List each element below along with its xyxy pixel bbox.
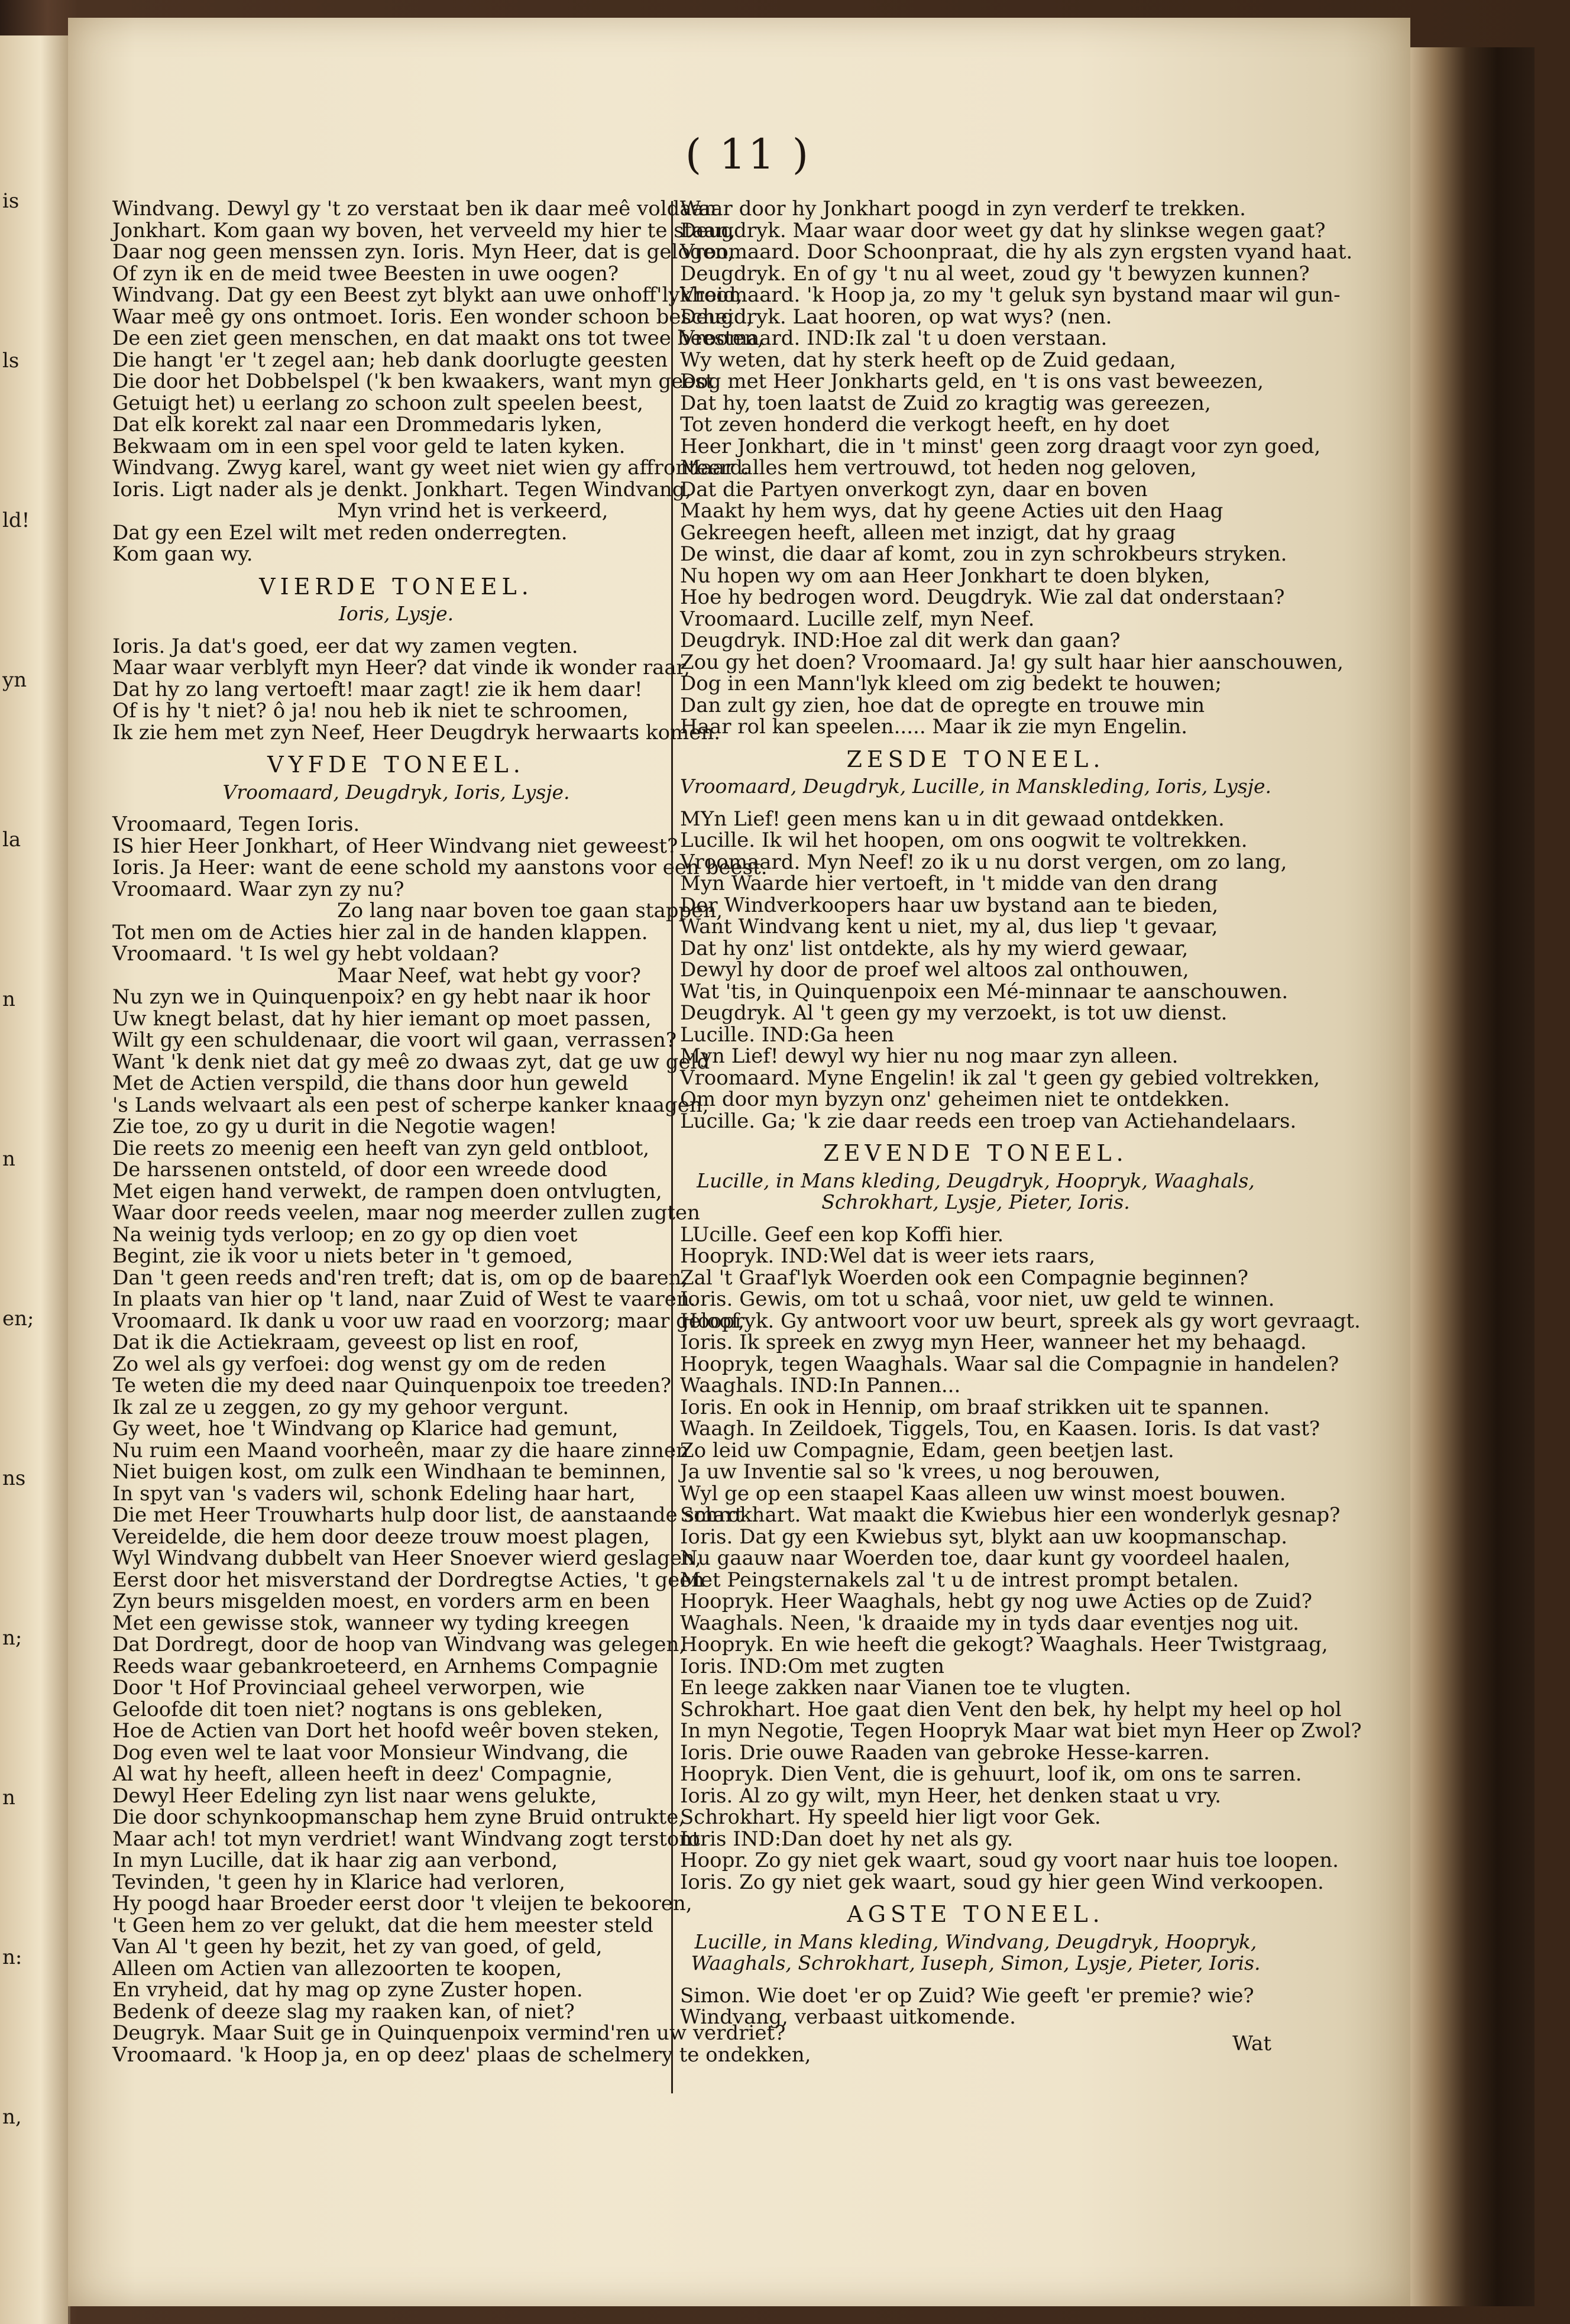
- left-page-fragment: n:: [2, 1946, 22, 1969]
- text-line: Ioris IND:Dan doet hy net als gy.: [680, 1827, 1014, 1851]
- left-page-fragment: yn: [2, 668, 27, 692]
- text-line: Deugdryk. En of gy 't nu al weet, zoud gy 't bewyzen kunnen?: [680, 261, 1310, 286]
- text-line: Zo leid uw Compagnie, Edam, geen beetjen last.: [680, 1438, 1174, 1462]
- scene-heading-6: ZESDE TONEEL.: [846, 746, 1105, 772]
- text-line: Haar rol kan speelen..... Maar ik zie myn Engelin.: [680, 715, 1188, 739]
- text-line: Getuigt het) u eerlang zo schoon zult speelen beest,: [112, 391, 643, 415]
- text-line: De een ziet geen menschen, en dat maakt ons tot twee beesten,: [112, 326, 764, 350]
- text-line: Tot men om de Acties hier zal in de handen klappen.: [112, 920, 648, 944]
- text-line: Dog in een Mann'lyk kleed om zig bedekt te houwen;: [680, 672, 1222, 695]
- text-line: Reeds waar gebankroeteerd, en Arnhems Compagnie: [112, 1654, 658, 1678]
- text-line: 's Lands welvaart als een pest of scherpe kanker knaagen,: [112, 1093, 709, 1117]
- text-line: Dat die Partyen onverkogt zyn, daar en boven: [680, 477, 1148, 501]
- text-line: Waaghals. Neen, 'k draaide my in tyds daar eventjes nog uit.: [680, 1611, 1299, 1635]
- text-line: En vryheid, dat hy mag op zyne Zuster hopen.: [112, 1978, 583, 2002]
- text-line: LUcille. Geef een kop Koffi hier.: [680, 1222, 1004, 1247]
- page-number: ( 11 ): [685, 130, 811, 179]
- text-line: Gy weet, hoe 't Windvang op Klarice had gemunt,: [112, 1417, 619, 1441]
- text-line: Niet buigen kost, om zulk een Windhaan te beminnen,: [112, 1460, 666, 1484]
- text-line: Ja uw Inventie sal so 'k vrees, u nog berouwen,: [680, 1460, 1161, 1484]
- text-line: Zal 't Graaf'lyk Woerden ook een Compagnie beginnen?: [680, 1265, 1248, 1290]
- text-line: Dat elk korekt zal naar een Drommedaris lyken,: [112, 413, 603, 436]
- left-page-fragment: ns: [2, 1467, 26, 1490]
- text-line: Bedenk of deeze slag my raaken kan, of niet?: [112, 1999, 575, 2024]
- left-page-fragment: en;: [2, 1307, 34, 1331]
- text-line: Zou gy het doen? Vroomaard. Ja! gy sult haar hier aanschouwen,: [680, 650, 1344, 674]
- text-line: Ioris. Dat gy een Kwiebus syt, blykt aan uw koopmanschap.: [680, 1524, 1288, 1549]
- text-line: Die reets zo meenig een heeft van zyn geld ontbloot,: [112, 1136, 650, 1160]
- scene-cast-7: Lucille, in Mans kleding, Deugdryk, Hoopryk, Waaghals, Schrokhart, Lysje, Pieter, Ioris.: [697, 1169, 1255, 1213]
- text-line: Hoopryk. IND:Wel dat is weer iets raars,: [680, 1244, 1096, 1268]
- text-line: Begint, zie ik voor u niets beter in 't gemoed,: [112, 1244, 574, 1268]
- text-line: Myn Waarde hier vertoeft, in 't midde van den drang: [680, 872, 1218, 895]
- text-line: Hoe hy bedrogen word. Deugdryk. Wie zal dat onderstaan?: [680, 585, 1285, 609]
- text-line: Zyn beurs misgelden moest, en vorders arm en been: [112, 1590, 650, 1613]
- text-line: Dan zult gy zien, hoe dat de opregte en trouwe min: [680, 693, 1205, 717]
- left-page-edge: [0, 35, 70, 2324]
- text-line: In myn Negotie, Tegen Hoopryk Maar wat biet myn Heer op Zwol?: [680, 1719, 1362, 1743]
- text-line: Maar ach! tot myn verdriet! want Windvang zogt terstont: [112, 1827, 700, 1851]
- text-line: Met Peingsternakels zal 't u de intrest prompt betalen.: [680, 1568, 1239, 1592]
- catchword: Wat: [1232, 2031, 1271, 2056]
- left-page-fragment: n: [2, 1786, 15, 1810]
- text-line: Te weten die my deed naar Quinquenpoix toe treeden?: [112, 1374, 672, 1397]
- text-line: Vroomaard. IND:Ik zal 't u doen verstaan.: [680, 326, 1108, 350]
- text-line: Ioris. Al zo gy wilt, myn Heer, het denken staat u vry.: [680, 1784, 1222, 1808]
- text-line: Maakt hy hem wys, dat hy geene Acties uit den Haag: [680, 499, 1223, 523]
- text-line: Hoe de Actien van Dort het hoofd weêr boven steken,: [112, 1719, 660, 1743]
- left-column-top-lines: [112, 197, 764, 566]
- text-line: De winst, die daar af komt, zou in zyn schrokbeurs stryken.: [680, 542, 1287, 566]
- text-line: Schrokhart. Wat maakt die Kwiebus hier een wonderlyk gesnap?: [680, 1503, 1341, 1527]
- text-line: Ioris. En ook in Hennip, om braaf strikken uit te spannen.: [680, 1395, 1270, 1419]
- text-line: Dat hy, toen laatst de Zuid zo kragtig was gereezen,: [680, 391, 1211, 415]
- text-line: Dewyl Heer Edeling zyn list naar wens gelukte,: [112, 1784, 597, 1808]
- scene-cast-5: Vroomaard, Deugdryk, Ioris, Lysje.: [222, 780, 570, 804]
- right-column-top-lines: [680, 197, 1353, 739]
- text-line: Nu zyn we in Quinquenpoix? en gy hebt naar ik hoor: [112, 985, 650, 1009]
- text-line: Schrokhart. Hy speeld hier ligt voor Gek.: [680, 1805, 1101, 1829]
- text-line: Vroomaard. 'k Hoop ja, zo my 't geluk syn bystand maar wil gun-: [680, 283, 1341, 307]
- text-line: Kom gaan wy.: [112, 542, 253, 566]
- text-line: Windvang. Dat gy een Beest zyt blykt aan uwe onhoff'lykheid,: [112, 283, 743, 307]
- text-line: Jonkhart. Kom gaan wy boven, het verveeld my hier te staan,: [112, 218, 736, 242]
- text-line: Ioris. Ik spreek en zwyg myn Heer, wanneer het my behaagd.: [680, 1331, 1307, 1354]
- text-line: Waar door hy Jonkhart poogd in zyn verderf te trekken.: [680, 197, 1246, 221]
- text-line: Wilt gy een schuldenaar, die voort wil gaan, verrassen?: [112, 1028, 677, 1052]
- text-line: Met eigen hand verwekt, de rampen doen ontvlugten,: [112, 1179, 662, 1203]
- scene-cast-4: Ioris, Lysje.: [338, 602, 454, 625]
- left-page-fragment: ls: [2, 349, 20, 373]
- text-line: Deugdryk. Laat hooren, op wat wys? (nen.: [680, 305, 1112, 329]
- text-line: Waagh. In Zeildoek, Tiggels, Tou, en Kaasen. Ioris. Is dat vast?: [680, 1417, 1320, 1441]
- text-line: Dat gy een Ezel wilt met reden onderregten.: [112, 520, 568, 545]
- text-line: Door 't Hof Provinciaal geheel verworpen, wie: [112, 1676, 585, 1700]
- text-line: Waaghals. IND:In Pannen...: [680, 1374, 961, 1397]
- text-line: Zo lang naar boven toe gaan stappen,: [337, 899, 723, 923]
- text-line: Die door schynkoopmanschap hem zyne Bruid ontrukte,: [112, 1805, 685, 1829]
- text-line: Of zyn ik en de meid twee Beesten in uwe oogen?: [112, 261, 619, 286]
- left-page-fragment: la: [2, 828, 21, 852]
- text-line: Ioris. Ligt nader als je denkt. Jonkhart. Tegen Windvang,: [112, 477, 692, 501]
- text-line: Vereidelde, die hem door deeze trouw moest plagen,: [112, 1524, 650, 1549]
- text-line: Hoopr. Zo gy niet gek waart, soud gy voort naar huis toe loopen.: [680, 1849, 1339, 1872]
- text-line: Nu ruim een Maand voorheên, maar zy die haare zinnen: [112, 1438, 689, 1462]
- scene-8-lines: [680, 1985, 1271, 2028]
- text-line: Hoopryk. En wie heeft die gekogt? Waaghals. Heer Twistgraag,: [680, 1633, 1328, 1656]
- text-line: Daar nog geen menssen zyn. Ioris. Myn Heer, dat is gelogen,: [112, 240, 734, 264]
- text-line: Hoopryk. Dien Vent, die is gehuurt, loof ik, om ons te sarren.: [680, 1762, 1302, 1786]
- text-line: In spyt van 's vaders wil, schonk Edeling haar hart,: [112, 1481, 636, 1506]
- text-line: Nu gaauw naar Woerden toe, daar kunt gy voordeel haalen,: [680, 1546, 1291, 1570]
- text-line: Der Windverkoopers haar uw bystand aan te bieden,: [680, 893, 1219, 917]
- text-line: Lucille. IND:Ga heen: [680, 1022, 895, 1047]
- text-line: Wy weten, dat hy sterk heeft op de Zuid gedaan,: [680, 348, 1176, 372]
- text-line: In plaats van hier op 't land, naar Zuid of West te vaaren.: [112, 1287, 696, 1311]
- text-line: Die hangt 'er 't zegel aan; heb dank doorlugte geesten: [112, 348, 668, 372]
- text-line: Deugdryk. Maar waar door weet gy dat hy slinkse wegen gaat?: [680, 218, 1326, 242]
- text-line: Windvang. Zwyg karel, want gy weet niet wien gy affronteerd.: [112, 456, 749, 480]
- text-line: Deugdryk. IND:Hoe zal dit werk dan gaan?: [680, 629, 1121, 652]
- book-page: [68, 18, 1410, 2306]
- text-line: IS hier Heer Jonkhart, of Heer Windvang niet geweest?: [112, 834, 678, 858]
- left-page-fragment: is: [2, 189, 20, 213]
- text-line: Dog met Heer Jonkharts geld, en 't is ons vast beweezen,: [680, 370, 1264, 393]
- text-line: 't Geen hem zo ver gelukt, dat die hem meester steld: [112, 1913, 653, 1937]
- text-line: Want 'k denk niet dat gy meê zo dwaas zyt, dat ge uw geld: [112, 1050, 710, 1074]
- text-line: Dat hy onz' list ontdekte, als hy my wierd gewaar,: [680, 936, 1189, 960]
- scene-cast-8: Lucille, in Mans kleding, Windvang, Deugdryk, Hoopryk, Waaghals, Schrokhart, Iuseph, Simon, Lysje, Pieter, Ioris.: [691, 1930, 1261, 1975]
- scene-cast-6: Vroomaard, Deugdryk, Lucille, in Manskleding, Ioris, Lysje.: [680, 775, 1271, 798]
- book-edge: [1410, 47, 1535, 2306]
- text-line: Myn vrind het is verkeerd,: [337, 499, 608, 523]
- text-line: Schrokhart. Hoe gaat dien Vent den bek, hy helpt my heel op hol: [680, 1697, 1342, 1721]
- text-line: MYn Lief! geen mens kan u in dit gewaad ontdekken.: [680, 807, 1225, 831]
- text-line: Maar alles hem vertrouwd, tot heden nog geloven,: [680, 456, 1197, 480]
- text-line: Gekreegen heeft, alleen met inzigt, dat hy graag: [680, 520, 1176, 545]
- text-line: Dat Dordregt, door de hoop van Windvang was gelegen,: [112, 1633, 686, 1656]
- text-line: Hoopryk. Heer Waaghals, hebt gy nog uwe Acties op de Zuid?: [680, 1590, 1312, 1613]
- text-line: Tevinden, 't geen hy in Klarice had verloren,: [112, 1870, 565, 1894]
- text-line: Dan 't geen reeds and'ren treft; dat is, om op de baaren,: [112, 1265, 688, 1290]
- left-page-fragment: n: [2, 1147, 15, 1171]
- text-line: Wyl Windvang dubbelt van Heer Snoever wierd geslagen,: [112, 1546, 701, 1570]
- text-line: Zie toe, zo gy u durit in die Negotie wagen!: [112, 1115, 557, 1138]
- text-line: Vroomaard. Myn Neef! zo ik u nu dorst vergen, om zo lang,: [680, 850, 1287, 874]
- text-line: En leege zakken naar Vianen toe te vlugten.: [680, 1676, 1131, 1700]
- scene-heading-5: VYFDE TONEEL.: [267, 752, 525, 778]
- text-line: Ioris. IND:Om met zugten: [680, 1654, 944, 1678]
- text-line: Geloofde dit toen niet? nogtans is ons gebleken,: [112, 1697, 604, 1721]
- text-line: De harssenen ontsteld, of door een wreede dood: [112, 1158, 608, 1182]
- text-line: Vroomaard. Waar zyn zy nu?: [112, 877, 404, 901]
- text-line: Ik zie hem met zyn Neef, Heer Deugdryk herwaarts komen.: [112, 720, 721, 745]
- text-line: Maar waar verblyft myn Heer? dat vinde ik wonder raar,: [112, 656, 690, 679]
- text-line: Om door myn byzyn onz' geheimen niet te ontdekken.: [680, 1087, 1230, 1111]
- scene-4-lines: [112, 634, 721, 745]
- text-line: In myn Lucille, dat ik haar zig aan verbond,: [112, 1849, 558, 1872]
- text-line: Waar door reeds veelen, maar nog meerder zullen zugten: [112, 1201, 700, 1225]
- scene-7-lines: [680, 1222, 1362, 1894]
- text-line: Dewyl hy door de proef wel altoos zal onthouwen,: [680, 958, 1189, 982]
- text-line: Tot zeven honderd die verkogt heeft, en hy doet: [680, 413, 1170, 436]
- text-line: Bekwaam om in een spel voor geld te laten kyken.: [112, 434, 626, 458]
- text-line: Myn Lief! dewyl wy hier nu nog maar zyn alleen.: [680, 1044, 1179, 1068]
- text-line: Vroomaard. Lucille zelf, myn Neef.: [680, 607, 1035, 631]
- text-line: Vroomaard, Tegen Ioris.: [112, 813, 360, 836]
- right-column: [680, 197, 1362, 2056]
- text-line: Ioris. Ja dat's goed, eer dat wy zamen vegten.: [112, 634, 578, 658]
- text-line: Zo wel als gy verfoei: dog wenst gy om de reden: [112, 1352, 606, 1376]
- left-page-fragment: n;: [2, 1626, 22, 1650]
- left-page-fragment: ld!: [2, 509, 30, 532]
- text-line: Eerst door het misverstand der Dordregtse Acties, 't geen: [112, 1568, 705, 1592]
- text-line: Dat ik die Actiekraam, geveest op list en roof,: [112, 1331, 580, 1354]
- text-line: Wat 'tis, in Quinquenpoix een Mé-minnaar te aanschouwen.: [680, 979, 1289, 1004]
- text-line: Van Al 't geen hy bezit, het zy van goed, of geld,: [112, 1935, 603, 1959]
- text-line: Na weinig tyds verloop; en zo gy op dien voet: [112, 1222, 578, 1247]
- text-line: Ioris. Ja Heer: want de eene schold my aanstons voor een beest.: [112, 856, 768, 879]
- text-line: Dat hy zo lang vertoeft! maar zagt! zie ik hem daar!: [112, 677, 643, 701]
- text-line: Dog even wel te laat voor Monsieur Windvang, die: [112, 1740, 629, 1765]
- left-page-fragment: n,: [2, 2105, 22, 2129]
- text-line: Nu hopen wy om aan Heer Jonkhart te doen blyken,: [680, 564, 1210, 588]
- text-line: Waar meê gy ons ontmoet. Ioris. Een wonder schoon bescheid,: [112, 305, 753, 329]
- text-line: Wyl ge op een staapel Kaas alleen uw winst moest bouwen.: [680, 1481, 1286, 1506]
- text-line: Ioris. Gewis, om tot u schaâ, voor niet, uw geld te winnen.: [680, 1287, 1275, 1311]
- text-line: Met de Actien verspild, die thans door hun geweld: [112, 1072, 629, 1095]
- text-line: Deugryk. Maar Suit ge in Quinquenpoix vermind'ren uw verdriet?: [112, 2021, 786, 2045]
- text-line: Ioris. Drie ouwe Raaden van gebroke Hesse-karren.: [680, 1740, 1210, 1765]
- text-line: Windvang, verbaast uitkomende.: [680, 2005, 1016, 2029]
- text-line: Windvang. Dewyl gy 't zo verstaat ben ik daar meê voldaan.: [112, 197, 723, 221]
- text-line: Hy poogd haar Broeder eerst door 't vleijen te bekooren,: [112, 1892, 692, 1915]
- text-line: Vroomaard. Door Schoonpraat, die hy als zyn ergsten vyand haat.: [680, 240, 1353, 264]
- text-line: Heer Jonkhart, die in 't minst' geen zorg draagt voor zyn goed,: [680, 434, 1321, 458]
- text-line: Vroomaard. 't Is wel gy hebt voldaan?: [112, 942, 499, 966]
- text-line: Hoopryk, tegen Waaghals. Waar sal die Compagnie in handelen?: [680, 1352, 1339, 1376]
- text-line: Deugdryk. Al 't geen gy my verzoekt, is tot uw dienst.: [680, 1001, 1228, 1025]
- text-line: Lucille. Ga; 'k zie daar reeds een troep van Actiehandelaars.: [680, 1109, 1297, 1133]
- scene-heading-4: VIERDE TONEEL.: [259, 573, 533, 600]
- text-line: Of is hy 't niet? ô ja! nou heb ik niet te schroomen,: [112, 699, 629, 723]
- scene-heading-8: AGSTE TONEEL.: [847, 1901, 1105, 1927]
- text-line: Lucille. Ik wil het hoopen, om ons oogwit te voltrekken.: [680, 828, 1248, 852]
- text-line: Uw knegt belast, dat hy hier iemant op moet passen,: [112, 1006, 652, 1031]
- text-line: Alleen om Actien van allezoorten te koopen,: [112, 1956, 562, 1980]
- text-line: Die met Heer Trouwharts hulp door list, de aanstaande smart: [112, 1503, 743, 1527]
- text-line: Maar Neef, wat hebt gy voor?: [337, 963, 641, 988]
- text-line: Ik zal ze u zeggen, zo gy my gehoor vergunt.: [112, 1395, 569, 1419]
- text-line: Die door het Dobbelspel ('k ben kwaakers, want myn geest: [112, 370, 714, 393]
- text-line: Vroomaard. Ik dank u voor uw raad en voorzorg; maar geloof,: [112, 1309, 745, 1333]
- text-line: Want Windvang kent u niet, my al, dus liep 't gevaar,: [680, 915, 1218, 938]
- scene-6-lines: [680, 807, 1320, 1133]
- text-line: Met een gewisse stok, wanneer wy tyding kreegen: [112, 1611, 630, 1635]
- text-line: Vroomaard. Myne Engelin! ik zal 't geen gy gebied voltrekken,: [680, 1066, 1320, 1090]
- text-line: Simon. Wie doet 'er op Zuid? Wie geeft 'er premie? wie?: [680, 1983, 1254, 2008]
- scene-heading-7: ZEVENDE TONEEL.: [823, 1140, 1128, 1166]
- text-line: Hoopryk. Gy antwoort voor uw beurt, spreek als gy wort gevraagt.: [680, 1309, 1361, 1333]
- text-line: Ioris. Zo gy niet gek waart, soud gy hier geen Wind verkoopen.: [680, 1870, 1324, 1894]
- text-line: Al wat hy heeft, alleen heeft in deez' Compagnie,: [112, 1762, 613, 1786]
- left-page-fragment: n: [2, 988, 15, 1011]
- text-line: Vroomaard. 'k Hoop ja, en op deez' plaas de schelmery te ondekken,: [112, 2043, 811, 2067]
